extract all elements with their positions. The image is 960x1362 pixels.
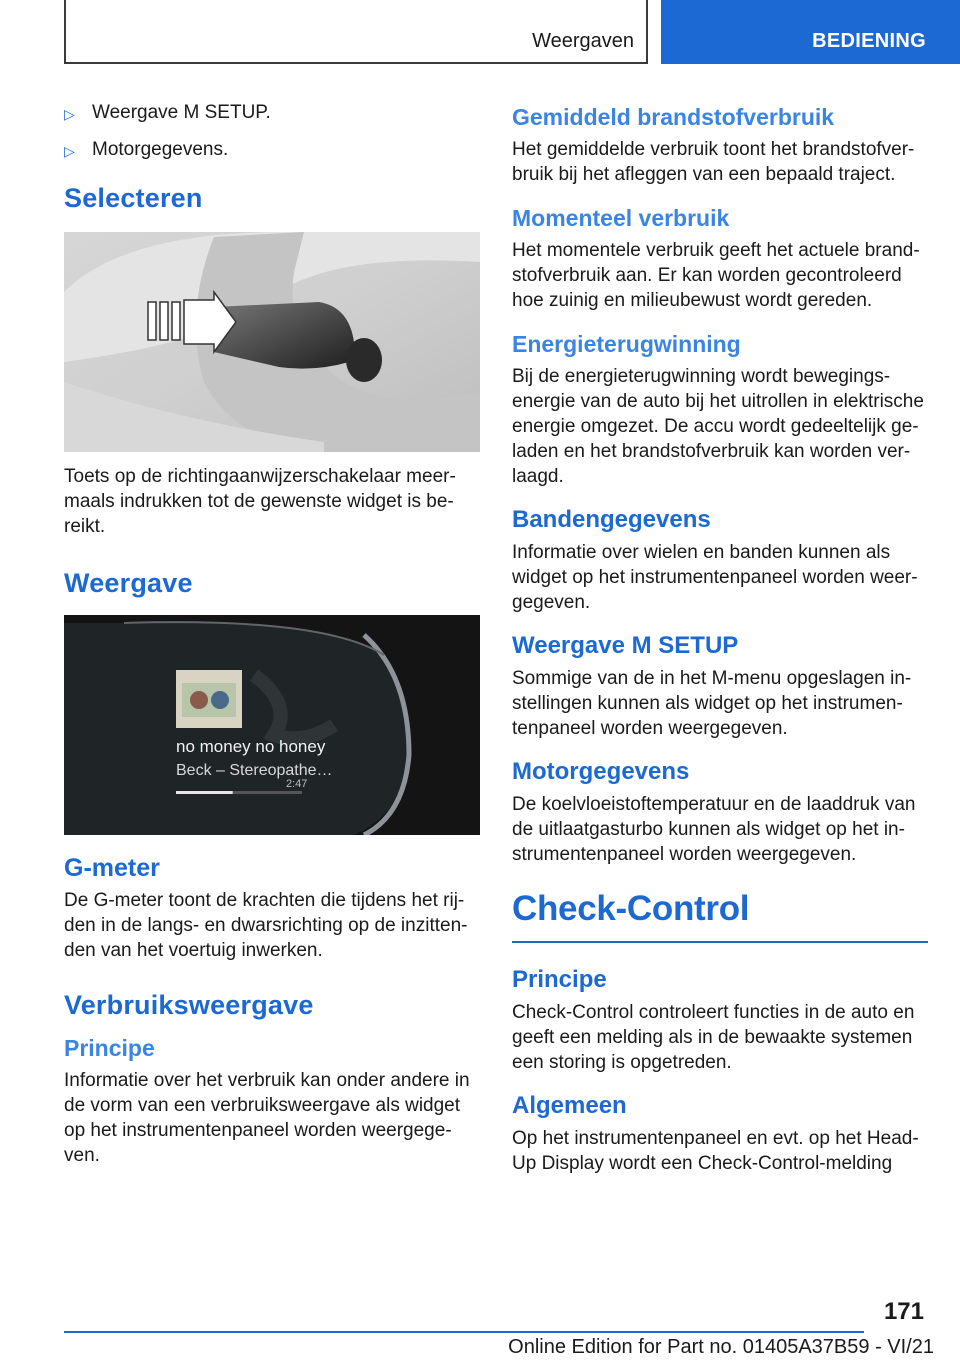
turn-signal-lever-illustration	[64, 232, 480, 452]
header-section-box	[64, 0, 648, 64]
bullet-item	[64, 137, 480, 164]
footer-divider	[64, 1331, 864, 1333]
header-section-title: Weergaven	[532, 30, 634, 52]
heading-bandengegevens: Bandengegevens	[512, 506, 711, 533]
heading-momenteel: Momenteel verbruik	[512, 205, 730, 231]
banden-text: Informatie over wielen en banden kunnen als widget op het instrumentenpaneel worden weer-gegeven.	[512, 542, 918, 613]
gemiddeld-text: Het gemiddelde verbruik toont het brandstofver-bruik bij het afleggen van een bepaald traject.	[512, 139, 915, 185]
heading-verbruiksweergave: Verbruiksweergave	[64, 990, 314, 1020]
triangle-bullet-icon: ▷	[64, 106, 75, 122]
heading-selecteren: Selecteren	[64, 183, 203, 213]
page-number: 171	[883, 1298, 924, 1325]
turn-signal-lever-image	[64, 232, 480, 452]
principe-text: Check-Control controleert functies in de auto en geeft een melding als in de bewaakte systemen een storing is opgetreden.	[512, 1002, 915, 1073]
track-time: 2:47	[286, 778, 308, 790]
motor-text: De koelvloeistoftemperatuur en de laaddruk van de uitlaatgasturbo kunnen als widget op het in-strumentenpaneel worden weergegeven.	[512, 794, 916, 865]
triangle-bullet-icon: ▷	[64, 143, 75, 159]
heading-gemiddeld: Gemiddeld brandstofverbruik	[512, 104, 835, 130]
heading-principe-verbruik: Principe	[64, 1035, 155, 1061]
header-chapter-tab	[661, 0, 960, 64]
right-column	[512, 100, 928, 1176]
bullet-text: Motorgegevens.	[92, 139, 229, 160]
heading-weergave: Weergave	[64, 568, 193, 598]
bullet-item	[64, 100, 480, 127]
heading-gmeter: G-meter	[64, 854, 160, 882]
heading-principe-check: Principe	[512, 966, 607, 993]
gmeter-text: De G-meter toont de krachten die tijdens het rij-den in de langs- en dwarsrichting op de inzitten-den van het voertuig inwerken.	[64, 890, 468, 961]
left-column	[64, 100, 480, 1168]
instrument-cluster-image	[64, 615, 480, 835]
energie-text: Bij de energieterugwinning wordt bewegings-energie van de auto bij het uitrollen in elektrische energie omgezet. De accu wordt gedeeltelijk ge-laden en het brandstofverbruik kan worden ver-laagd.	[512, 366, 924, 487]
heading-energieterugwinning: Energieterugwinning	[512, 331, 741, 357]
footer-edition: Online Edition for Part no. 01405A37B59 - VI/21	[508, 1336, 934, 1358]
momenteel-text: Het momentele verbruik geeft het actuele brand-stofverbruik aan. Er kan worden gecontroleerd hoe zuinig en milieubewust wordt gereden.	[512, 240, 920, 311]
selecteren-text: Toets op de richtingaanwijzerschakelaar meer-maals indrukken tot de gewenste widget is be-reikt.	[64, 466, 456, 537]
algemeen-text: Op het instrumentenpaneel en evt. op het Head-Up Display wordt een Check-Control-melding	[512, 1128, 919, 1174]
artist-album: Beck – Stereopathe…	[176, 762, 333, 779]
heading-msetup: Weergave M SETUP	[512, 632, 739, 659]
msetup-text: Sommige van de in het M-menu opgeslagen in-stellingen kunnen als widget op het instrumen-tenpaneel worden weergegeven.	[512, 668, 912, 739]
heading-algemeen: Algemeen	[512, 1092, 627, 1119]
bullet-text: Weergave M SETUP.	[92, 102, 271, 123]
heading-motorgegevens: Motorgegevens	[512, 758, 690, 785]
instrument-cluster-display	[64, 615, 480, 835]
song-title: no money no honey	[176, 737, 326, 756]
header-chapter-title: BEDIENING	[812, 30, 926, 52]
verbruik-text: Informatie over het verbruik kan onder andere in de vorm van een verbruiksweergave als widget op het instrumentenpaneel worden weergege-ven.	[64, 1070, 470, 1166]
heading-check-control: Check-Control	[512, 889, 928, 943]
progress-fill	[176, 791, 233, 794]
